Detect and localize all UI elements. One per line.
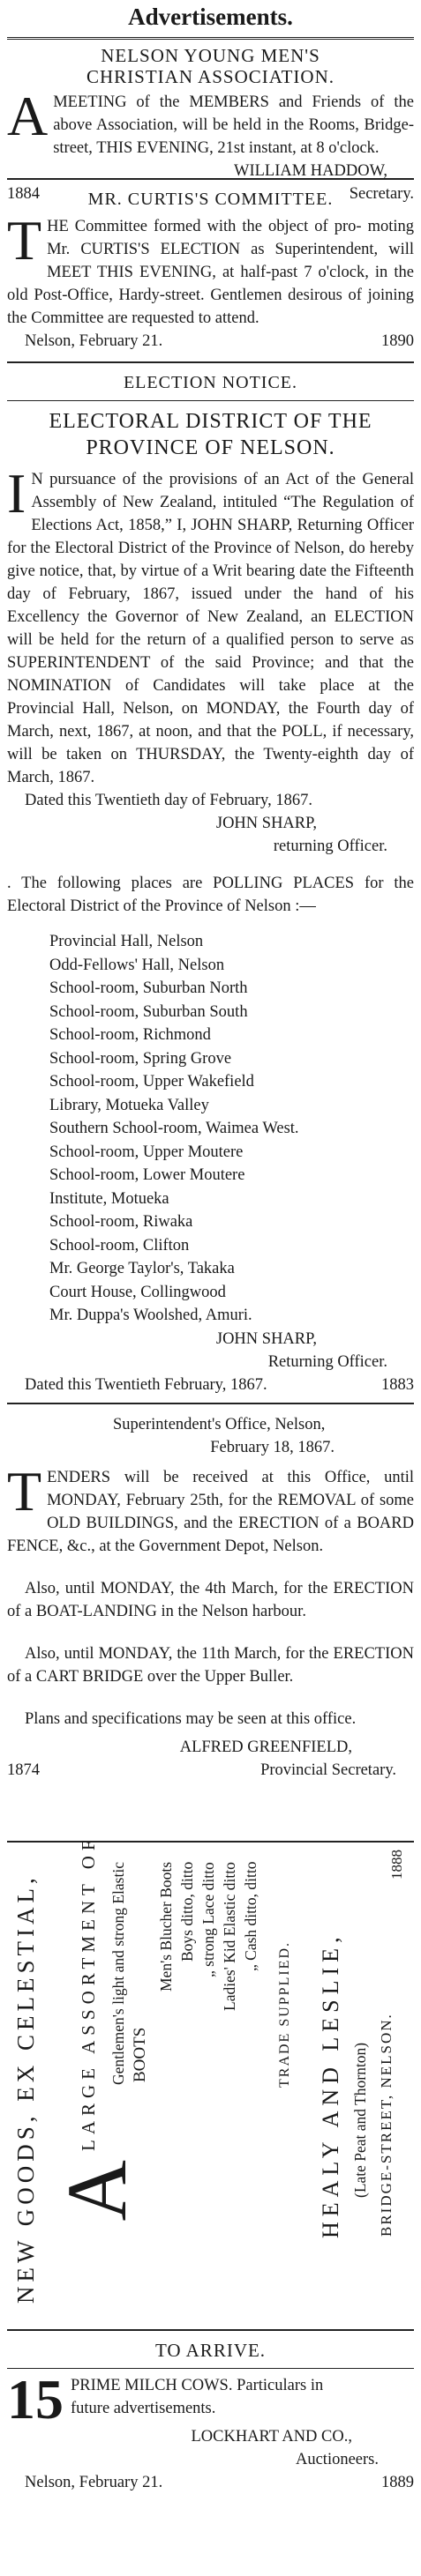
election-signer-1: JOHN SHARP,: [215, 815, 317, 832]
polling-place: Odd-Fellows' Hall, Nelson: [49, 956, 225, 974]
tenders-dropcap: T: [7, 1460, 42, 1523]
arrive-title: TO ARRIVE.: [7, 2338, 414, 2369]
polling-place: Court House, Collingwood: [49, 1283, 226, 1301]
polling-place: Mr. Duppa's Woolshed, Amuri.: [49, 1307, 252, 1324]
ymca-title-line2: CHRISTIAN ASSOCIATION.: [86, 66, 335, 87]
ymca-body: [7, 85, 415, 160]
polling-place: Mr. George Taylor's, Takaka: [49, 1260, 235, 1277]
election-dated-1: Dated this Twentieth day of February, 1867.: [25, 792, 312, 809]
healy-col-gents: Gentlemen's light and strong Elastic: [109, 1862, 127, 2085]
polling-place: School-room, Lower Moutere: [49, 1166, 245, 1184]
healy-col-lace: „ strong Lace ditto: [199, 1862, 217, 1977]
polling-place: Southern School-room, Waimea West.: [49, 1120, 299, 1137]
curtis-title: MR. CURTIS'S COMMITTEE.: [87, 190, 334, 209]
healy-col-blucher: Men's Blucher Boots: [157, 1862, 175, 1992]
election-footer: [7, 1374, 414, 1396]
arrive-signer: LOCKHART AND CO.,: [191, 2428, 352, 2446]
tenders-office: Superintendent's Office, Nelson,: [113, 1416, 326, 1433]
tenders-para-3: Also, until MONDAY, the 11th March, for the ERECTION of a CART BRIDGE over the Upper Buller.: [7, 1645, 414, 1686]
election-signer-2: JOHN SHARP,: [215, 1329, 317, 1348]
polling-place: Provincial Hall, Nelson: [49, 933, 204, 950]
curtis-code: 1890: [381, 332, 414, 350]
ymca-code: 1884: [7, 185, 40, 203]
election-body: [7, 462, 415, 789]
election-title-line2: PROVINCE OF NELSON.: [86, 436, 335, 459]
polling-place: School-room, Richmond: [49, 1026, 211, 1044]
polling-place: School-room, Suburban South: [49, 1002, 248, 1021]
election-role-1: returning Officer.: [273, 838, 387, 855]
polling-place: School-room, Upper Moutere: [49, 1143, 244, 1161]
election-text: General Assembly of New Zealand, intituled “The Regulation of Elections Act, 1858,” I, JOHN SHARP, Returning Officer for the Electoral District of the Province of Nelson, do hereby give notice, that, by virtue of a Writ bearing date the Fifteenth day of February, 1867, issued under the hand of his Excellency the Governor of New Zealand, an ELECTION will be held for the return of a qualified person to serve as SUPERINTENDENT of the said Province; and that the NOMINATION of Candidates will take place at the Provincial Hall, Nelson, on MONDAY, the Fourth day of March, next, 1867, at noon, and that the POLL, if necessary, will be taken on THURSDAY, the Twenty-eighth day of March, 1867.: [7, 471, 415, 786]
tenders-text: MONDAY, February 25th, for the REMOVAL of some OLD BUILDINGS, and the ERECTION of a BOARD FENCE, &c., at the Government Depot, Nelson.: [7, 1492, 414, 1555]
ymca-title-line1: NELSON YOUNG MEN'S: [101, 45, 320, 66]
election-advert: [7, 363, 414, 1404]
healy-leslie-advert: [7, 1835, 414, 2331]
tenders-body: [7, 1460, 414, 1558]
arrive-dateline: Nelson, February 21.: [25, 2474, 163, 2491]
arrive-line-1: PRIME MILCH COWS. Particulars in: [71, 2377, 324, 2394]
arrive-number: 15: [7, 2374, 64, 2425]
healy-col-boys: Boys ditto, ditto: [178, 1862, 196, 1962]
healy-col-newgoods: NEW GOODS, EX CELESTIAL,: [12, 1873, 39, 2304]
curtis-text: moting Mr. CURTIS'S ELECTION as Superintendent, will MEET THIS EVENING, at half-past 7 o'clock, in the old Post-Office, Hardy-street. Gentlemen desirous of joining the Committee are requested to attend.: [7, 218, 414, 327]
arrive-footer: [7, 2471, 414, 2494]
curtis-footer: [7, 330, 414, 353]
tenders-date: February 18, 1867.: [210, 1439, 335, 1456]
healy-col-boots: BOOTS: [131, 2028, 149, 2083]
polling-place: Institute, Motueka: [49, 1189, 169, 1208]
ymca-signer: WILLIAM HADDOW,: [233, 162, 387, 180]
election-first-line: N pursuance of the provisions of an Act of the: [31, 471, 356, 488]
polling-place: School-room, Riwaka: [49, 1213, 193, 1231]
election-title-line1: ELECTORAL DISTRICT OF THE: [49, 410, 372, 433]
ymca-text: of the above Association, will be held in the Rooms, Bridge-street, THIS EVENING, 21st instant, at 8 o'clock.: [53, 93, 415, 157]
arrive-role: Auctioneers.: [295, 2451, 379, 2468]
election-dated-2: Dated this Twentieth February, 1867.: [25, 1375, 267, 1394]
polling-place: School-room, Clifton: [49, 1236, 190, 1254]
ymca-dropcap: A: [7, 85, 49, 147]
polling-place: School-room, Spring Grove: [49, 1049, 232, 1068]
arrive-code: 1889: [381, 2474, 414, 2491]
healy-col-trade: TRADE SUPPLIED.: [277, 1941, 292, 2088]
curtis-advert: [7, 180, 414, 363]
curtis-dropcap: T: [7, 209, 42, 272]
arrive-body: [7, 2374, 414, 2425]
tenders-first-line: ENDERS will be received at this Office, until: [47, 1469, 414, 1486]
healy-col-ladies: Ladies' Kid Elastic ditto: [221, 1862, 238, 2011]
tenders-para-2: Also, until MONDAY, the 4th March, for the ERECTION of a BOAT-LANDING in the Nelson harbour.: [7, 1580, 414, 1620]
tenders-footer: [7, 1759, 414, 1782]
healy-col-firm: HEALY AND LESLIE,: [318, 1932, 343, 2238]
to-arrive-advert: [7, 2331, 414, 2494]
ymca-first-line: MEETING of the MEMBERS and Friends: [53, 93, 362, 111]
healy-col-cash: „ Cash ditto, ditto: [242, 1862, 259, 1972]
polling-place: School-room, Upper Wakefield: [49, 1073, 254, 1091]
curtis-body: [7, 209, 414, 330]
polling-places-list: [7, 930, 414, 1328]
election-code: 1883: [381, 1375, 414, 1394]
healy-col-a: A: [49, 2160, 144, 2222]
tenders-signer: ALFRED GREENFIELD,: [179, 1738, 352, 1756]
election-role-2: Returning Officer.: [267, 1352, 387, 1371]
newspaper-page: [7, 0, 414, 2494]
healy-col-assortment: LARGE ASSORTMENT OF: [78, 1835, 99, 2151]
tenders-para-4: Plans and specifications may be seen at this office.: [25, 1710, 357, 1728]
tenders-code: 1874: [7, 1761, 40, 1779]
healy-code: 1888: [388, 1850, 405, 1880]
arrive-line-2: future advertisements.: [71, 2400, 216, 2417]
healy-col-late: (Late Peat and Thornton): [351, 2042, 369, 2199]
masthead: Advertisements.: [7, 0, 414, 40]
tenders-role: Provincial Secretary.: [260, 1761, 396, 1779]
election-notice-heading: ELECTION NOTICE.: [7, 370, 414, 401]
polling-place: School-room, Suburban North: [49, 979, 248, 997]
curtis-first-line: HE Committee formed with the object of pro-: [47, 218, 362, 235]
tenders-advert: [7, 1404, 414, 1843]
curtis-dateline: Nelson, February 21.: [25, 332, 163, 350]
election-dropcap: I: [7, 462, 26, 525]
polling-intro: . The following places are POLLING PLACES for the Electoral District of the Province of Nelson :—: [7, 875, 414, 915]
healy-col-street: BRIDGE-STREET, NELSON.: [378, 2013, 395, 2237]
ymca-role: Secretary.: [349, 185, 414, 203]
polling-place: Library, Motueka Valley: [49, 1096, 209, 1114]
